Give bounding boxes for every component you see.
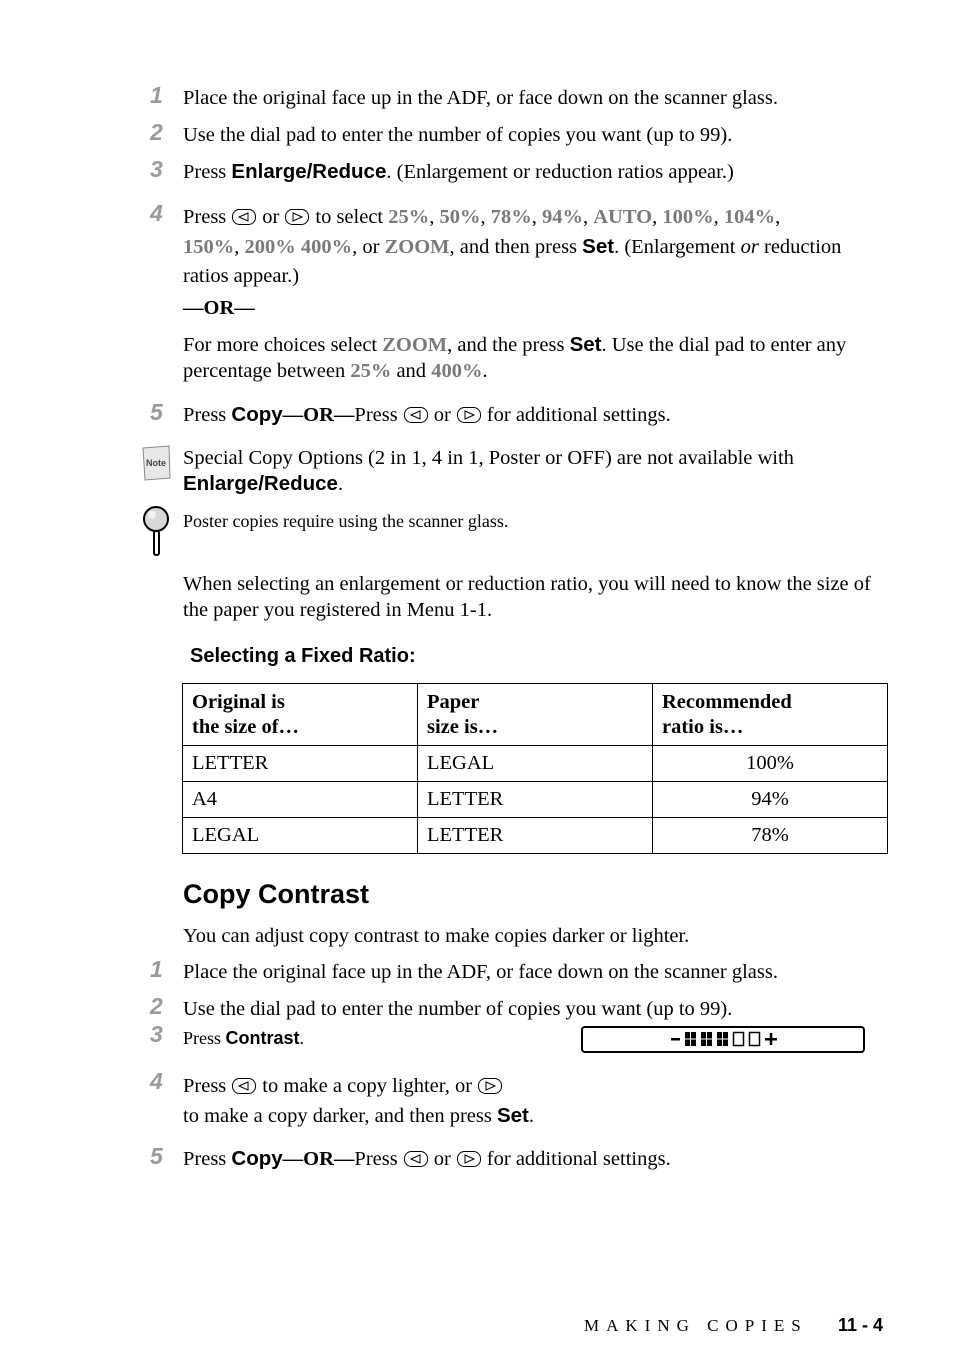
table-row xyxy=(183,818,888,854)
left-arrow-key-icon xyxy=(404,1151,428,1167)
table-cell: 94% xyxy=(653,782,888,818)
enlarge-reduce-key: Enlarge/Reduce xyxy=(231,160,387,183)
note-text: Special Copy Options (2 in 1, 4 in 1, Poster or OFF) are not available with Enlarge/Reduce. xyxy=(183,447,794,495)
step-number: 1 xyxy=(150,956,163,982)
table-title: Selecting a Fixed Ratio: xyxy=(190,645,416,667)
step-number: 3 xyxy=(150,156,163,182)
step-number: 3 xyxy=(150,1021,163,1047)
table-cell: LETTER xyxy=(418,782,653,818)
set-key: Set xyxy=(496,1104,529,1127)
running-footer: MAKING COPIES xyxy=(584,1316,808,1335)
more-choices-text: For more choices select ZOOM, and the press Set. Use the dial pad to enter any percentage between 25% and 400%. xyxy=(183,333,847,382)
left-arrow-key-icon xyxy=(404,407,428,423)
table-cell: LEGAL xyxy=(418,746,653,782)
section-heading: Copy Contrast xyxy=(183,879,370,909)
right-arrow-key-icon xyxy=(457,407,481,423)
contrast-key: Contrast xyxy=(225,1028,300,1048)
table-header: Paper size is… xyxy=(418,684,653,746)
step-number: 1 xyxy=(150,82,163,108)
table-cell: LETTER xyxy=(418,818,653,854)
fixed-ratio-table xyxy=(182,683,888,854)
contrast-bar-empty xyxy=(734,1033,760,1046)
table-cell: 78% xyxy=(653,818,888,854)
step-number: 5 xyxy=(150,1143,163,1169)
step-text: Use the dial pad to enter the number of copies you want (up to 99). xyxy=(183,998,733,1020)
step-text: Place the original face up in the ADF, or face down on the scanner glass. xyxy=(183,961,778,983)
right-arrow-key-icon xyxy=(478,1078,502,1094)
note-icon xyxy=(139,444,173,482)
table-cell: LEGAL xyxy=(183,818,418,854)
table-cell: LETTER xyxy=(183,746,418,782)
step-number: 2 xyxy=(150,993,163,1019)
svg-text:Note: Note xyxy=(146,458,166,468)
table-header: Original is the size of… xyxy=(183,684,418,746)
left-arrow-key-icon xyxy=(232,209,256,225)
step-text: Press Copy—OR—Press or for additional settings. xyxy=(183,403,671,426)
lcd-display xyxy=(581,1026,865,1053)
step-text: Press or to select 25%, 50%, 78%, 94%, AUTO, 100%, 104%, 150%, 200% 400%, or ZOOM, and then press Set. (Enlargement or reduction ratios appear.) xyxy=(183,206,842,287)
magnifier-icon xyxy=(142,505,172,557)
step-number: 4 xyxy=(150,200,163,226)
set-key: Set xyxy=(582,235,615,258)
table-row xyxy=(183,746,888,782)
table-header: Recommended ratio is… xyxy=(653,684,888,746)
intro-paragraph: When selecting an enlargement or reduction ratio, you will need to know the size of the paper you registered in Menu 1-1. xyxy=(183,573,871,621)
table-row xyxy=(183,782,888,818)
contrast-bar-filled xyxy=(685,1032,728,1046)
step-text: Press Contrast. xyxy=(183,1028,305,1048)
right-arrow-key-icon xyxy=(285,209,309,225)
or-separator: —OR— xyxy=(183,297,255,319)
right-arrow-key-icon xyxy=(457,1151,481,1167)
table-cell: 100% xyxy=(653,746,888,782)
section-intro: You can adjust copy contrast to make copies darker or lighter. xyxy=(183,925,690,947)
step-text: Place the original face up in the ADF, or face down on the scanner glass. xyxy=(183,87,778,109)
step-number: 4 xyxy=(150,1068,163,1094)
step-text: Press Enlarge/Reduce. (Enlargement or reduction ratios appear.) xyxy=(183,160,734,183)
step-text: Press Copy—OR—Press or for additional settings. xyxy=(183,1147,671,1170)
step-text: Use the dial pad to enter the number of copies you want (up to 99). xyxy=(183,124,733,146)
table-cell: A4 xyxy=(183,782,418,818)
left-arrow-key-icon xyxy=(232,1078,256,1094)
table-header-row xyxy=(183,684,888,746)
svg-text:−■■■□□+: −■■■□□+ xyxy=(583,1028,588,1029)
step-number: 5 xyxy=(150,399,163,425)
tip-text: Poster copies require using the scanner glass. xyxy=(183,511,509,531)
page-number: 11 - 4 xyxy=(838,1315,884,1335)
step-number: 2 xyxy=(150,119,163,145)
step-text: Press to make a copy lighter, or to make a copy darker, and then press Set. xyxy=(183,1075,534,1127)
